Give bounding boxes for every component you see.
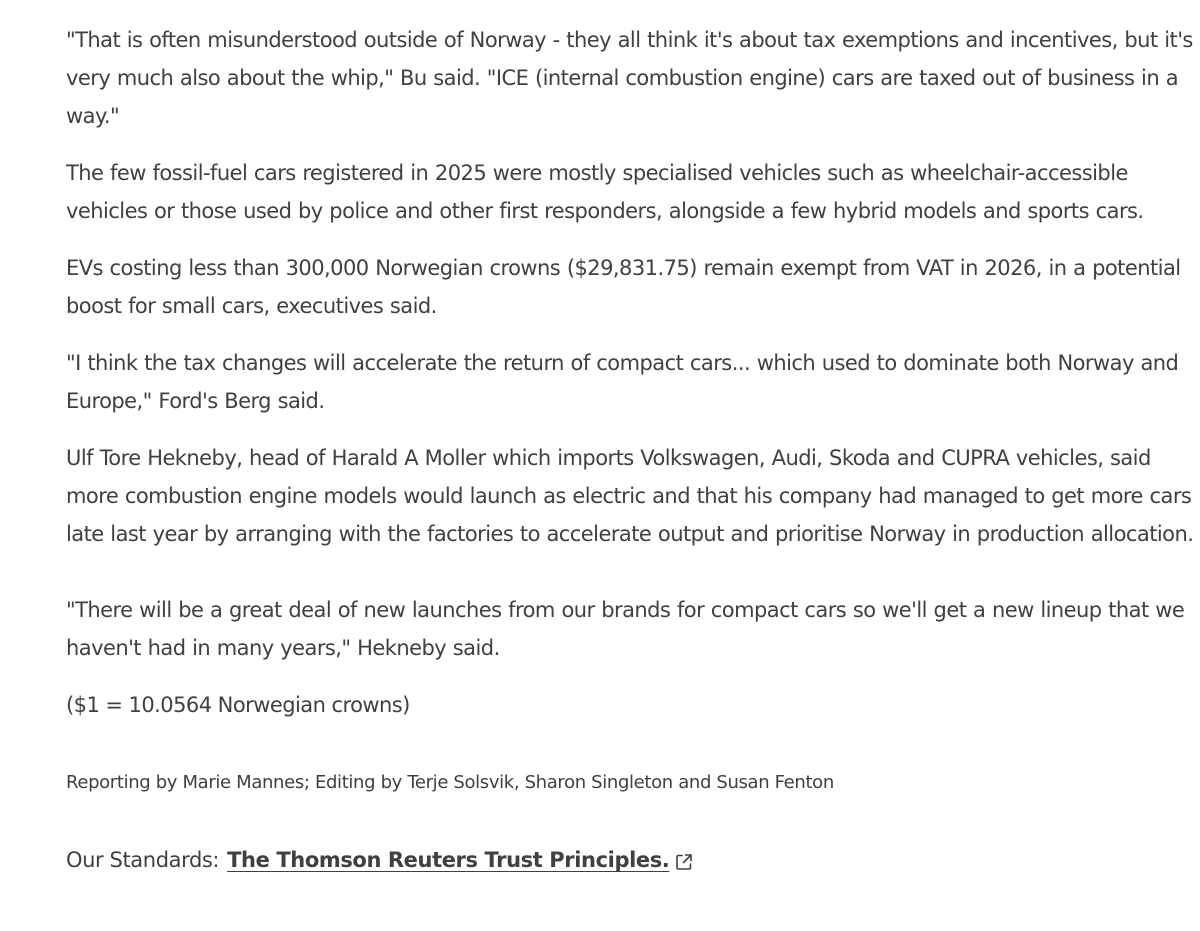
currency-note: ($1 = 10.0564 Norwegian crowns) <box>66 693 410 717</box>
paragraph-berg-quote: "I think the tax changes will accelerate the return of compact cars... which used to dominate both Norway and Europe," Ford's Berg said. <box>66 351 1179 413</box>
paragraph-bu-quote: "That is often misunderstood outside of Norway - they all think it's about tax exemptions and incentives, but it's very much also about the whip," Bu said. "ICE (internal combustion engine) cars are taxed out of business in a way." <box>66 28 1193 128</box>
paragraph-fossil-fuel-cars: The few fossil-fuel cars registered in 2025 were mostly specialised vehicles such as wheelchair-accessible vehicles or those used by police and other first responders, alongside a few hybrid models and sports cars. <box>66 161 1144 223</box>
standards-label: Our Standards: <box>66 848 220 872</box>
article-body <box>66 21 1196 875</box>
reporting-credits: Reporting by Marie Mannes; Editing by Terje Solsvik, Sharon Singleton and Susan Fenton <box>66 772 834 793</box>
trust-principles-link[interactable]: The Thomson Reuters Trust Principles. <box>227 848 670 872</box>
paragraph-vat-exemption: EVs costing less than 300,000 Norwegian crowns ($29,831.75) remain exempt from VAT in 2026, in a potential boost for small cars, executives said. <box>66 256 1181 318</box>
external-link-icon[interactable] <box>674 850 694 870</box>
paragraph-hekneby: Ulf Tore Hekneby, head of Harald A Moller which imports Volkswagen, Audi, Skoda and CUPRA vehicles, said more combustion engine models would launch as electric and that his company had managed to get more cars late last year by arranging with the factories to accelerate output and prioritise Norway in production allocation. <box>66 446 1194 546</box>
our-standards <box>66 845 1196 875</box>
paragraph-hekneby-quote: "There will be a great deal of new launches from our brands for compact cars so we'll get a new lineup that we haven't had in many years," Hekneby said. <box>66 598 1185 660</box>
